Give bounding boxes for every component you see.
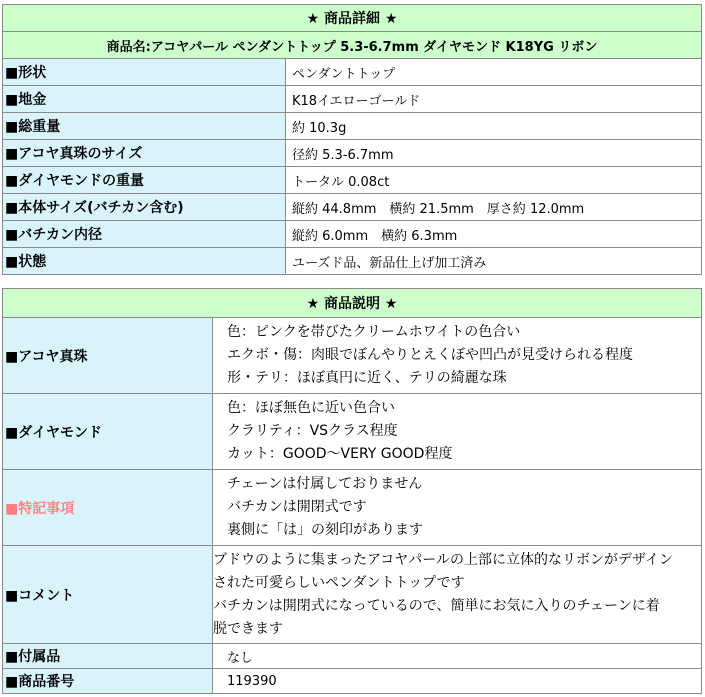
description-lines <box>213 394 702 470</box>
description-line: 色：ピンクを帯びたクリームホワイトの色合い <box>227 324 521 340</box>
description-value: 119390 <box>213 669 702 694</box>
detail-label: ■ダイヤモンドの重量 <box>3 167 286 194</box>
details-table <box>2 4 702 275</box>
details-header: ★ 商品詳細 ★ <box>3 5 702 32</box>
detail-value: 縦約 44.8mm 横約 21.5mm 厚さ約 12.0mm <box>286 194 702 221</box>
description-line: された可愛らしいペンダントトップです <box>213 574 465 591</box>
detail-label: ■本体サイズ(バチカン含む) <box>3 194 286 221</box>
description-line: チェーンは付属しておりません <box>227 476 423 492</box>
product-name: 商品名:アコヤパール ペンダントトップ 5.3-6.7mm ダイヤモンド K18YG リボン <box>3 32 702 59</box>
detail-value: 縦約 6.0mm 横約 6.3mm <box>286 221 702 248</box>
detail-value: ユーズド品、新品仕上げ加工済み <box>286 248 702 275</box>
description-line: バチカンは開閉式です <box>227 499 367 515</box>
description-line: 形・テリ：ほぼ真円に近く、テリの綺麗な珠 <box>227 370 507 386</box>
detail-value: 約 10.3g <box>286 113 702 140</box>
description-line: 色：ほぼ無色に近い色合い <box>227 400 395 416</box>
description-lines <box>213 318 702 394</box>
description-value: なし <box>213 644 702 669</box>
description-line: 脱できます <box>213 620 283 637</box>
description-label: ■付属品 <box>3 644 213 669</box>
detail-label: ■状態 <box>3 248 286 275</box>
detail-value: トータル 0.08ct <box>286 167 702 194</box>
detail-label: ■地金 <box>3 86 286 113</box>
description-line: エクボ・傷：肉眼でぼんやりとえくぼや凹凸が見受けられる程度 <box>227 347 633 363</box>
description-line: 裏側に「は」の刻印があります <box>227 522 423 538</box>
detail-label: ■バチカン内径 <box>3 221 286 248</box>
description-line: バチカンは開閉式になっているので、簡単にお気に入りのチェーンに着 <box>213 597 660 614</box>
detail-label: ■総重量 <box>3 113 286 140</box>
description-label: ■ダイヤモンド <box>3 394 213 470</box>
detail-value: ペンダントトップ <box>286 59 702 86</box>
special-notes-label: ■特記事項 <box>3 470 213 546</box>
detail-label: ■形状 <box>3 59 286 86</box>
detail-value: 径約 5.3-6.7mm <box>286 140 702 167</box>
description-label: ■アコヤ真珠 <box>3 318 213 394</box>
description-line: クラリティ：VSクラス程度 <box>227 423 398 439</box>
comment-lines <box>213 546 702 644</box>
detail-value: K18イエローゴールド <box>286 86 702 113</box>
description-table <box>2 288 702 694</box>
description-line: ブドウのように集まったアコヤパールの上部に立体的なリボンがデザイン <box>213 551 674 568</box>
detail-label: ■アコヤ真珠のサイズ <box>3 140 286 167</box>
description-label: ■コメント <box>3 546 213 644</box>
description-lines <box>213 470 702 546</box>
description-label: ■商品番号 <box>3 669 213 694</box>
description-line: カット：GOOD〜VERY GOOD程度 <box>227 446 453 462</box>
description-header: ★ 商品説明 ★ <box>3 289 702 318</box>
